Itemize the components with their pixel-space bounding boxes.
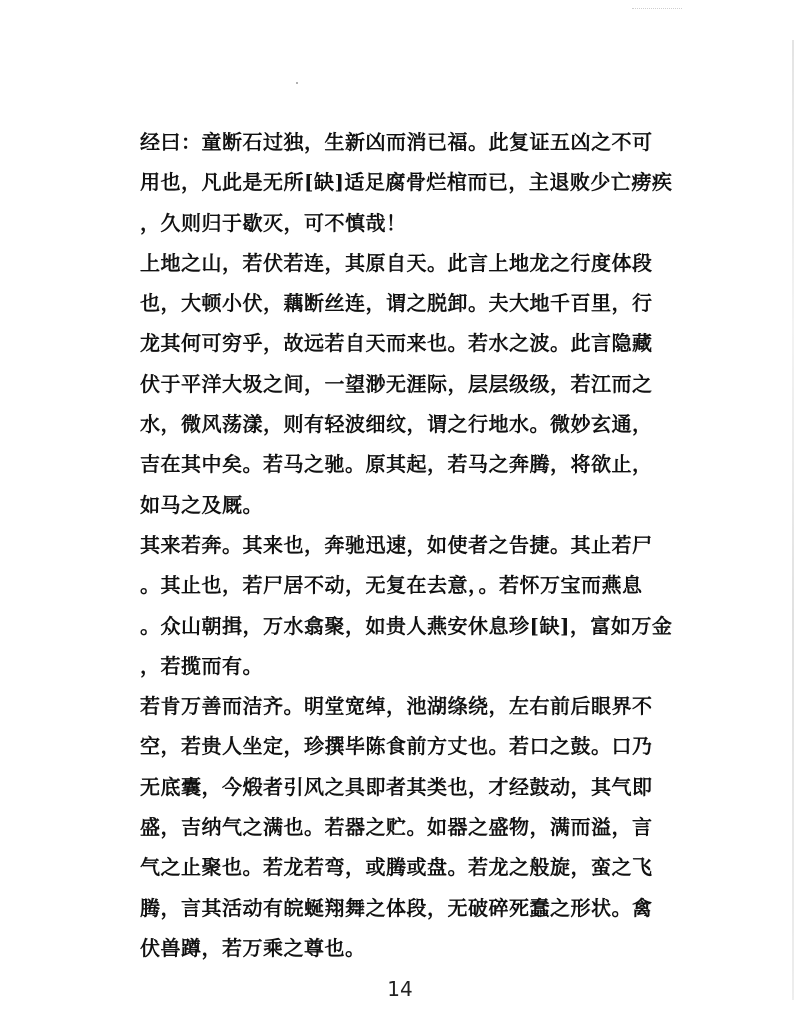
text-line: 盛，吉纳气之满也。若器之贮。如器之盛物，满而溢，言 [140,815,653,840]
text-line: 上地之山，若伏若连，其原自天。此言上地龙之行度体段 [140,250,653,275]
text-line: 若肯万善而洁齐。明堂宽绰，池湖绦绕，左右前后眼界不 [140,694,653,719]
page-number: 14 [387,977,413,1001]
scan-speck [296,82,298,84]
text-line: 。众山朝揖，万水翕聚，如贵人燕安休息珍[缺]，富如万金 [140,613,673,638]
paragraph-1 [140,122,680,243]
scan-artifact-top [632,8,682,15]
text-line: 伏于平洋大圾之间，一望渺无涯际，层层级级，若江而之 [140,371,653,396]
paragraph-3 [140,525,680,686]
text-line: ，久则归于歇灭，可不慎哉！ [140,210,407,235]
text-line: 气之止聚也。若龙若弯，或腾或盘。若龙之般旋，蛮之飞 [140,855,653,880]
page-edge-shadow [792,40,794,1000]
text-line: 腾，言其活动有皖蜒翔舞之体段，无破碎死蠢之形状。禽 [140,895,653,920]
paragraph-4 [140,686,680,968]
text-line: 经曰：童断石过独，生新凶而消已福。此复证五凶之不可 [140,130,653,154]
text-line: 其来若奔。其来也，奔驰迅速，如使者之告捷。其止若尸 [140,532,653,557]
text-line: 如马之及厩。 [140,492,263,517]
text-line: 无底囊，今煅者引风之具即者其类也，才经鼓动，其气即 [140,774,653,799]
text-line: 吉在其中矣。若马之驰。原其起，若马之奔腾，将欲止， [140,452,653,477]
paragraph-2 [140,243,680,525]
text-line: 用也，凡此是无所[缺]适足腐骨烂棺而已，主退败少亡痨疾 [140,170,673,195]
text-line: 也，大顿小伏，藕断丝连，谓之脱卸。夫大地千百里，行 [140,291,653,316]
text-line: 水，微风荡漾，则有轻波细纹，谓之行地水。微妙玄通， [140,412,653,437]
text-line: 龙其何可穷乎，故远若自天而来也。若水之波。此言隐藏 [140,331,653,356]
text-line: 空，若贵人坐定，珍撰毕陈食前方丈也。若口之鼓。口乃 [140,734,653,759]
text-body [140,122,680,968]
text-line: 伏兽蹲，若万乘之尊也。 [140,935,366,960]
text-line: 。其止也，若尸居不动，无复在去意，。若怀万宝而燕息 [140,573,643,598]
text-line: ，若揽而有。 [140,653,263,678]
